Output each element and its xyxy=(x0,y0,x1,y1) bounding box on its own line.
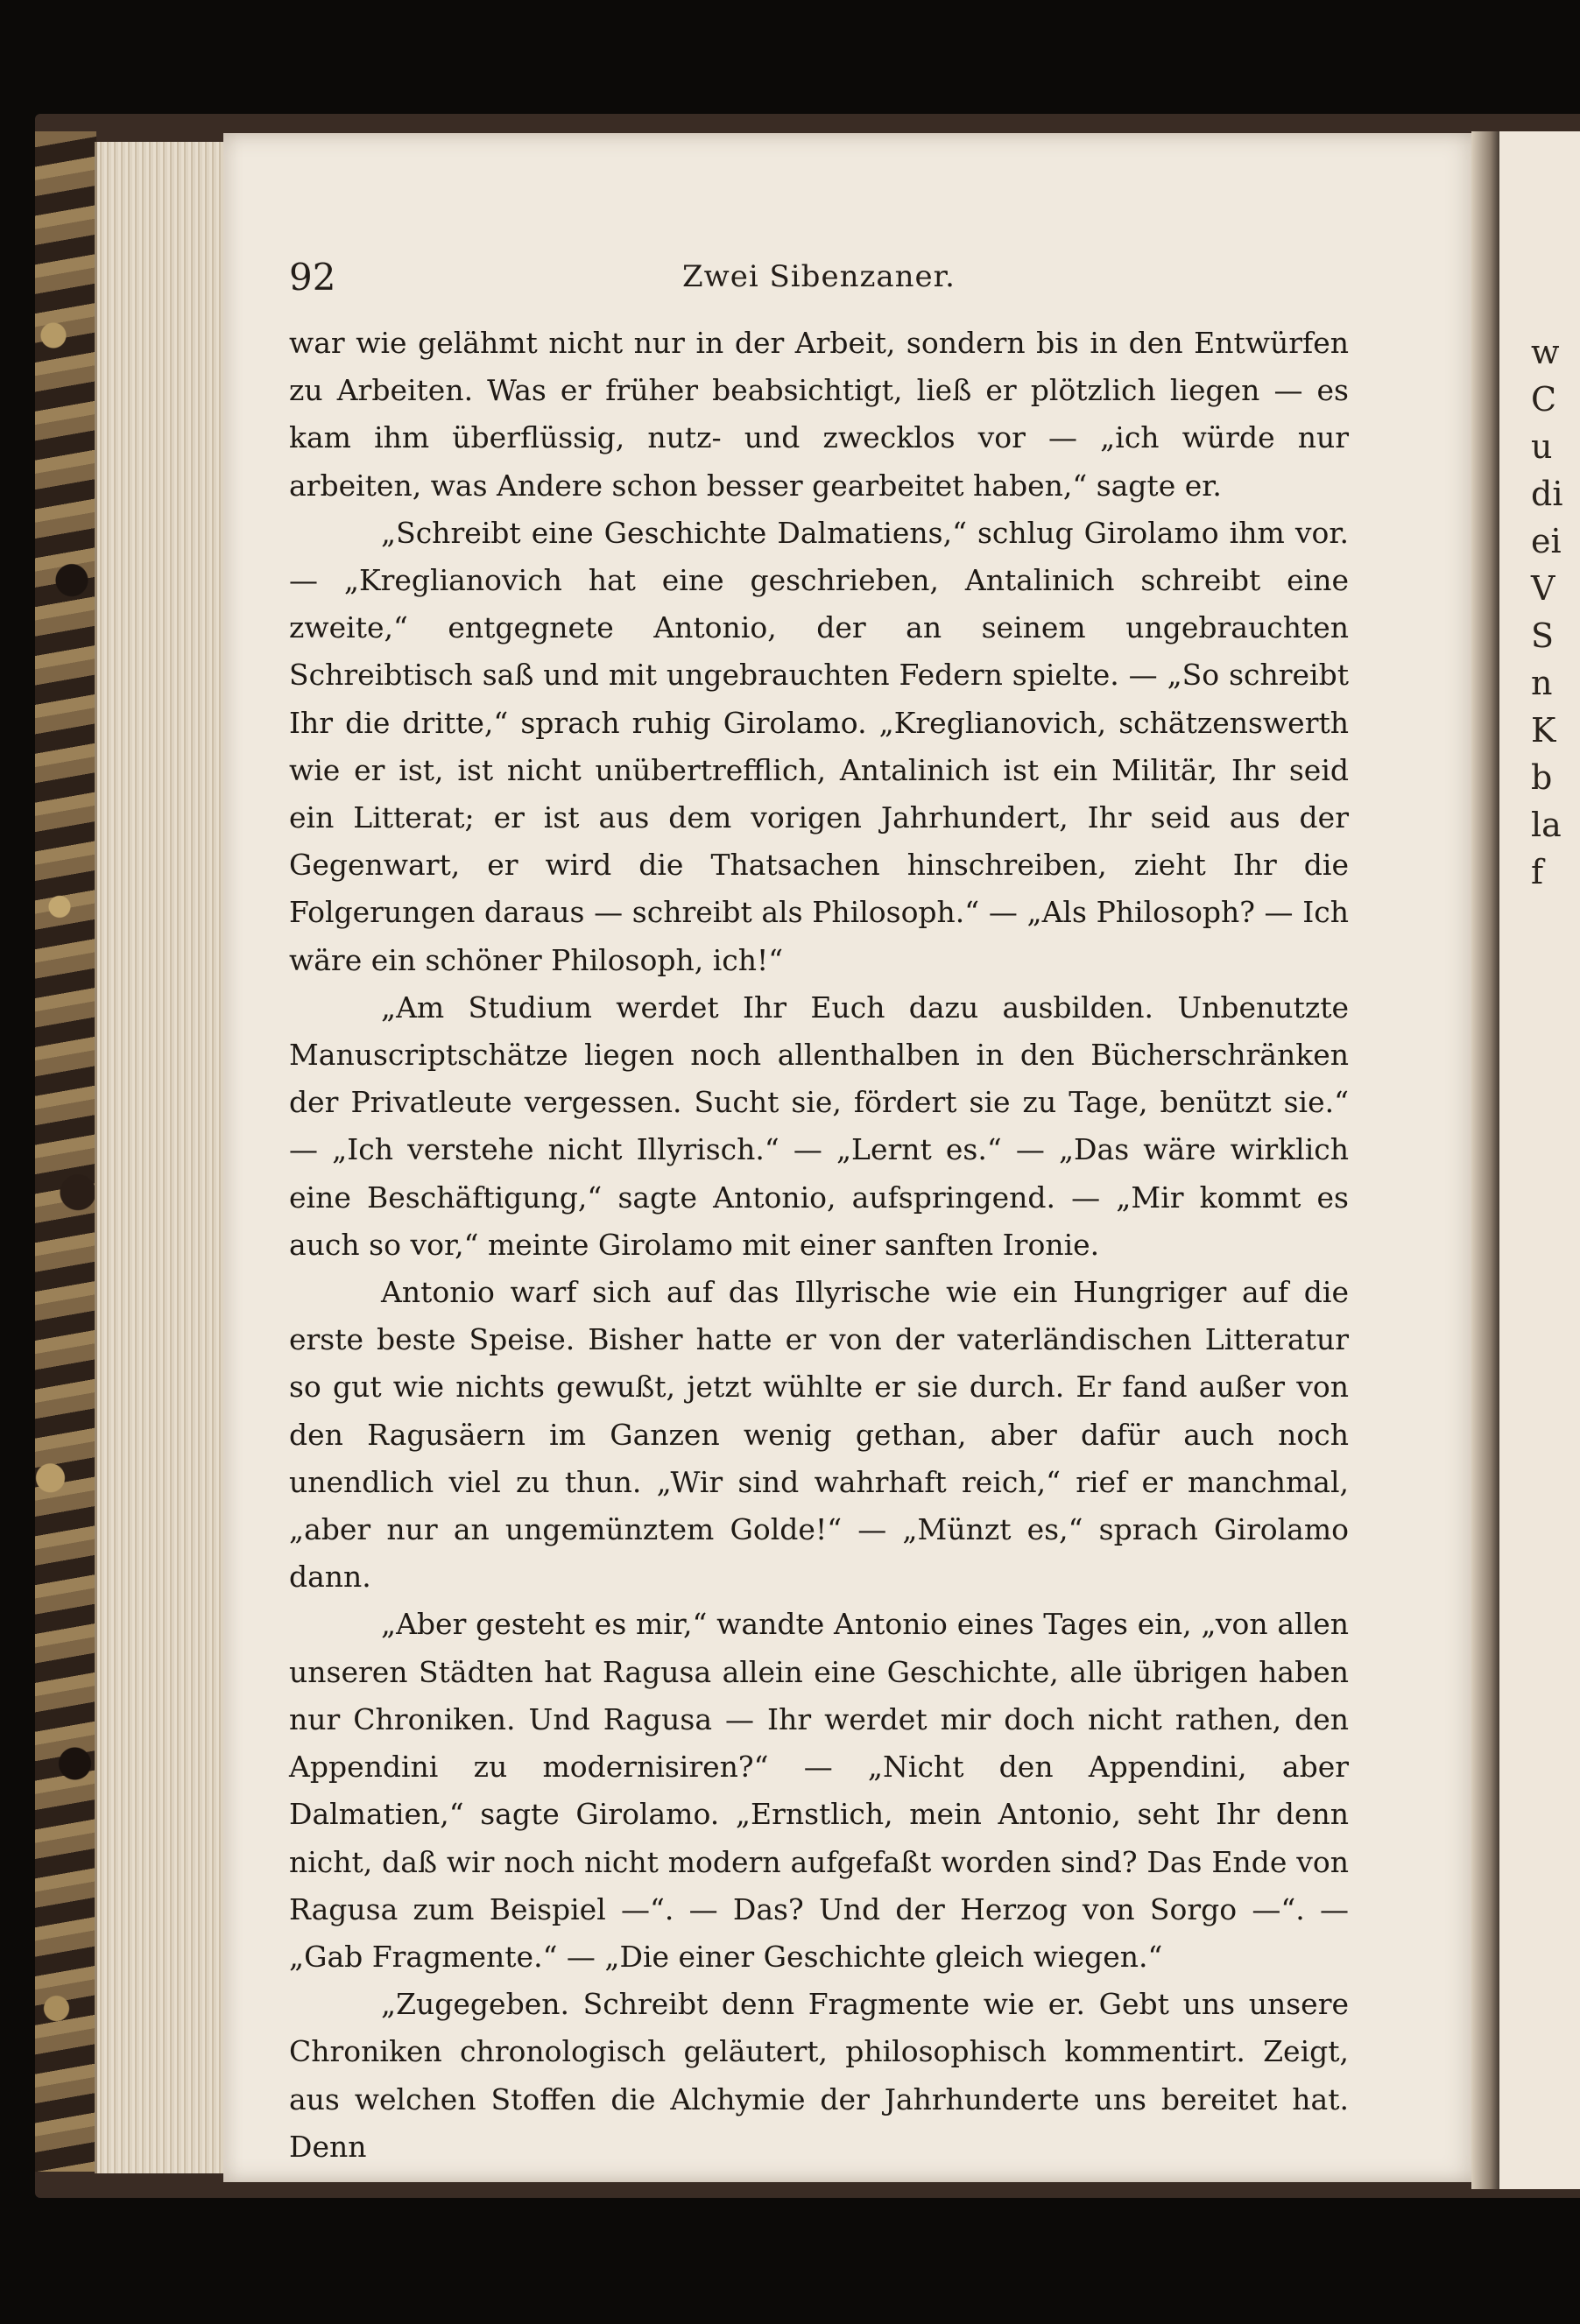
book-gutter xyxy=(1471,131,1503,2189)
next-page-fragment: la xyxy=(1531,806,1562,844)
page-number: 92 xyxy=(289,256,336,299)
next-page-fragment: K xyxy=(1531,711,1556,750)
next-page-fragment: w xyxy=(1531,333,1560,371)
paragraph: „Aber gesteht es mir,“ wandte Antonio eines Tages ein, „von allen unseren Städten hat Ragusa allein eine Geschichte, alle übrigen haben nur Chroniken. Und Ragusa — Ihr werdet mir doch nicht rathen, den Appendini zu modernisiren?“ — „Nicht den Appendini, aber Dalmatien,“ sagte Girolamo. „Ernstlich, mein Antonio, seht Ihr denn nicht, daß wir noch nicht modern aufgefaßt worden sind? Das Ende von Ragusa zum Beispiel —“. — Das? Und der Herzog von Sorgo —“. — „Gab Fragmente.“ — „Die einer Geschichte gleich wiegen.“ xyxy=(289,1607,1349,1974)
marbled-edge xyxy=(35,131,96,2172)
next-page-fragment: n xyxy=(1531,664,1553,702)
paragraph: war wie gelähmt nicht nur in der Arbeit, sondern bis in den Entwürfen zu Arbeiten. Was er früher beabsichtigt, ließ er plötzlich liegen — es kam ihm überflüssig, nutz- und zwecklos vor — „ich würde nur arbeiten, was Andere schon besser gearbeitet haben,“ sagte er. xyxy=(289,326,1349,503)
next-page-fragment: C xyxy=(1531,380,1557,419)
page-edge-stack xyxy=(95,142,237,2173)
next-page-fragment: f xyxy=(1531,853,1544,891)
paragraph: „Am Studium werdet Ihr Euch dazu ausbilden. Unbenutzte Manuscriptschätze liegen noch allenthalben in den Bücherschränken der Privatleute vergessen. Sucht sie, fördert sie zu Tage, benützt sie.“ — „Ich verstehe nicht Illyrisch.“ — „Lernt es.“ — „Das wäre wirklich eine Beschäftigung,“ sagte Antonio, aufspringend. — „Mir kommt es auch so vor,“ meinte Girolamo mit einer sanften Ironie. xyxy=(289,989,1349,1262)
next-page-fragment: ei xyxy=(1531,522,1562,560)
next-page-fragment: V xyxy=(1531,569,1555,608)
next-page-fragment: di xyxy=(1531,475,1563,513)
paragraph: „Schreibt eine Geschichte Dalmatiens,“ schlug Girolamo ihm vor. — „Kreglianovich hat eine geschrieben, Antalinich schreibt eine zweite,“ entgegnete Antonio, der an seinem ungebrauchten Schreibtisch saß und mit ungebrauchten Federn spielte. — „So schreibt Ihr die dritte,“ sprach ruhig Girolamo. „Kreglianovich, schätzenswerth wie er ist, ist nicht unübertrefflich, Antalinich ist ein Militär, Ihr seid ein Litterat; er ist aus dem vorigen Jahrhundert, Ihr seid aus der Gegenwart, er wird die Thatsachen hinschreiben, zieht Ihr die Folgerungen daraus — schreibt als Philosoph.“ — „Als Philosoph? — Ich wäre ein schöner Philosoph, ich!“ xyxy=(289,515,1349,977)
running-title: Zwei Sibenzaner. xyxy=(681,259,956,294)
next-page-fragment: S xyxy=(1531,616,1555,655)
next-page-fragment: u xyxy=(1531,427,1553,466)
body-text xyxy=(289,320,1349,2171)
next-page-fragment: b xyxy=(1531,758,1553,797)
next-page-edge xyxy=(1499,131,1580,2189)
page-header xyxy=(289,256,1349,308)
paragraph: „Zugegeben. Schreibt denn Fragmente wie er. Gebt uns unsere Chroniken chronologisch geläutert, philosophisch kommentirt. Zeigt, aus welchen Stoffen die Alchymie der Jahrhunderte uns bereitet hat. Denn xyxy=(289,1987,1349,2164)
paragraph: Antonio warf sich auf das Illyrische wie ein Hungriger auf die erste beste Speise. Bisher hatte er von der vaterländischen Litteratur so gut wie nichts gewußt, jetzt wühlte er sie durch. Er fand außer von den Ragusäern im Ganzen wenig gethan, aber dafür auch noch unendlich viel zu thun. „Wir sind wahrhaft reich,“ rief er manchmal, „aber nur an ungemünztem Golde!“ — „Münzt es,“ sprach Girolamo dann. xyxy=(289,1275,1349,1595)
